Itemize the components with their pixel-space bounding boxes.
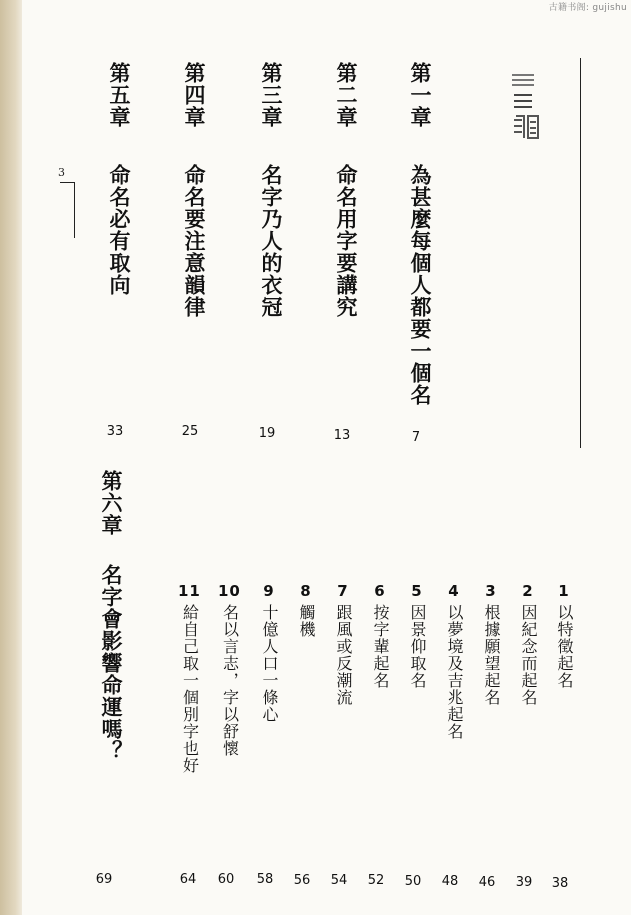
section-11-page: 64 xyxy=(179,872,197,887)
section-3-page: 46 xyxy=(478,875,496,890)
section-10 xyxy=(218,582,241,757)
chapter-6-page: 69 xyxy=(95,872,113,887)
section-8-number: 8 xyxy=(300,582,312,600)
section-2-number: 2 xyxy=(522,582,534,600)
section-4-title: 以夢境及吉兆起名 xyxy=(445,604,464,740)
section-11-title: 給自己取一個別字也好 xyxy=(180,604,200,774)
chapter-2-label: 第二章 xyxy=(334,62,358,128)
section-9-number: 9 xyxy=(263,582,275,600)
page-binding-edge xyxy=(0,0,22,915)
section-1-number: 1 xyxy=(558,582,570,600)
chapter-4-page: 25 xyxy=(181,424,199,439)
section-5-page: 50 xyxy=(404,874,422,889)
section-2 xyxy=(517,582,540,706)
section-11 xyxy=(178,582,201,774)
section-7 xyxy=(332,582,355,706)
chapter-4-label: 第四章 xyxy=(182,62,206,128)
side-page-number: 3 xyxy=(58,166,65,179)
chapter-6-title: 名字會影響命運嗎？ xyxy=(99,564,123,762)
section-7-number: 7 xyxy=(337,582,349,600)
chapter-1-label: 第一章 xyxy=(408,62,432,128)
section-6-page: 52 xyxy=(367,873,385,888)
side-bracket-vertical xyxy=(74,182,75,238)
section-9 xyxy=(258,582,281,723)
section-3 xyxy=(480,582,503,706)
chapter-2-page: 13 xyxy=(333,428,351,443)
chapter-3-page: 19 xyxy=(258,426,276,441)
section-4 xyxy=(443,582,466,740)
chapter-3-label: 第三章 xyxy=(259,62,283,128)
section-7-title: 跟風或反潮流 xyxy=(334,604,353,706)
chapter-3 xyxy=(256,62,286,318)
chapter-1-page: 7 xyxy=(411,430,421,445)
section-10-page: 60 xyxy=(217,872,235,887)
section-9-title: 十億人口一條心 xyxy=(260,604,279,723)
chapter-6-label: 第六章 xyxy=(99,470,123,536)
section-4-page: 48 xyxy=(441,874,459,889)
watermark: 古籍书阁: gujishu xyxy=(548,3,627,13)
chapter-1-title: 為甚麼每個人都要一個名 xyxy=(408,164,432,406)
section-7-page: 54 xyxy=(330,873,348,888)
section-3-title: 根據願望起名 xyxy=(482,604,501,706)
chapter-4-title: 命名要注意韻律 xyxy=(182,164,206,318)
section-8-title: 觸機 xyxy=(297,604,316,638)
chapter-1 xyxy=(405,62,435,406)
section-1-title: 以特徵起名 xyxy=(555,604,574,689)
contents-heading-mark xyxy=(510,72,544,142)
section-6-number: 6 xyxy=(374,582,386,600)
chapter-6 xyxy=(96,470,126,762)
section-2-title: 因紀念而起名 xyxy=(519,604,538,706)
section-8 xyxy=(295,582,318,638)
section-5-title: 因景仰取名 xyxy=(408,604,427,689)
heading-divider-line xyxy=(580,58,581,448)
section-1 xyxy=(553,582,576,689)
section-11-number: 11 xyxy=(178,582,201,600)
section-2-page: 39 xyxy=(515,875,533,890)
section-10-number: 10 xyxy=(218,582,241,600)
chapter-5-label: 第五章 xyxy=(107,62,131,128)
section-1-page: 38 xyxy=(551,876,569,891)
side-bracket-line xyxy=(60,182,74,183)
chapter-2-title: 命名用字要講究 xyxy=(334,164,358,318)
chapter-3-title: 名字乃人的衣冠 xyxy=(259,164,283,318)
chapter-5-page: 33 xyxy=(106,424,124,439)
section-9-page: 58 xyxy=(256,872,274,887)
section-5-number: 5 xyxy=(411,582,423,600)
section-10-title: 名以言志，字以舒懷 xyxy=(220,604,240,757)
chapter-2 xyxy=(331,62,361,318)
chapter-4 xyxy=(179,62,209,318)
chapter-5-title: 命名必有取向 xyxy=(107,164,131,296)
section-8-page: 56 xyxy=(293,873,311,888)
section-3-number: 3 xyxy=(485,582,497,600)
section-6 xyxy=(369,582,392,689)
chapter-5 xyxy=(104,62,134,296)
section-6-title: 按字輩起名 xyxy=(371,604,390,689)
section-5 xyxy=(406,582,429,689)
section-4-number: 4 xyxy=(448,582,460,600)
